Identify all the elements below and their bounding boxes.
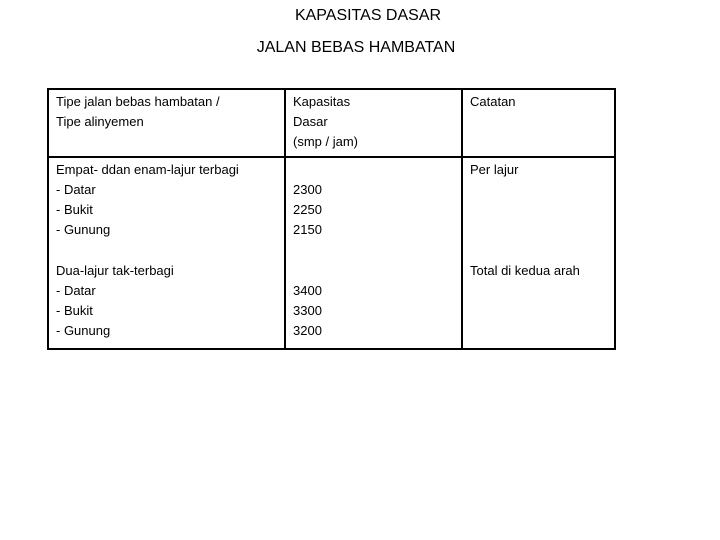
column-divider	[461, 90, 463, 348]
header-base-capacity: Kapasitas Dasar (smp / jam)	[293, 94, 358, 149]
row-divided-note: Per lajur	[470, 162, 519, 177]
header-divider	[49, 156, 614, 158]
row-undivided-capacity: 3400 3300 3200	[293, 283, 322, 338]
page-subtitle: JALAN BEBAS HAMBATAN	[256, 39, 456, 56]
row-divided-capacity: 2300 2250 2150	[293, 182, 322, 237]
capacity-table	[47, 88, 616, 350]
column-divider	[284, 90, 286, 348]
header-road-type: Tipe jalan bebas hambatan / Tipe alinyemen	[56, 94, 220, 129]
row-divided-road-type: Empat- ddan enam-lajur terbagi - Datar - Bukit - Gunung	[56, 162, 239, 237]
row-undivided-note: Total di kedua arah	[470, 263, 580, 278]
page-title: KAPASITAS DASAR	[294, 7, 442, 24]
row-undivided-road-type: Dua-lajur tak-terbagi - Datar - Bukit - Gunung	[56, 263, 174, 338]
header-notes: Catatan	[470, 94, 516, 109]
